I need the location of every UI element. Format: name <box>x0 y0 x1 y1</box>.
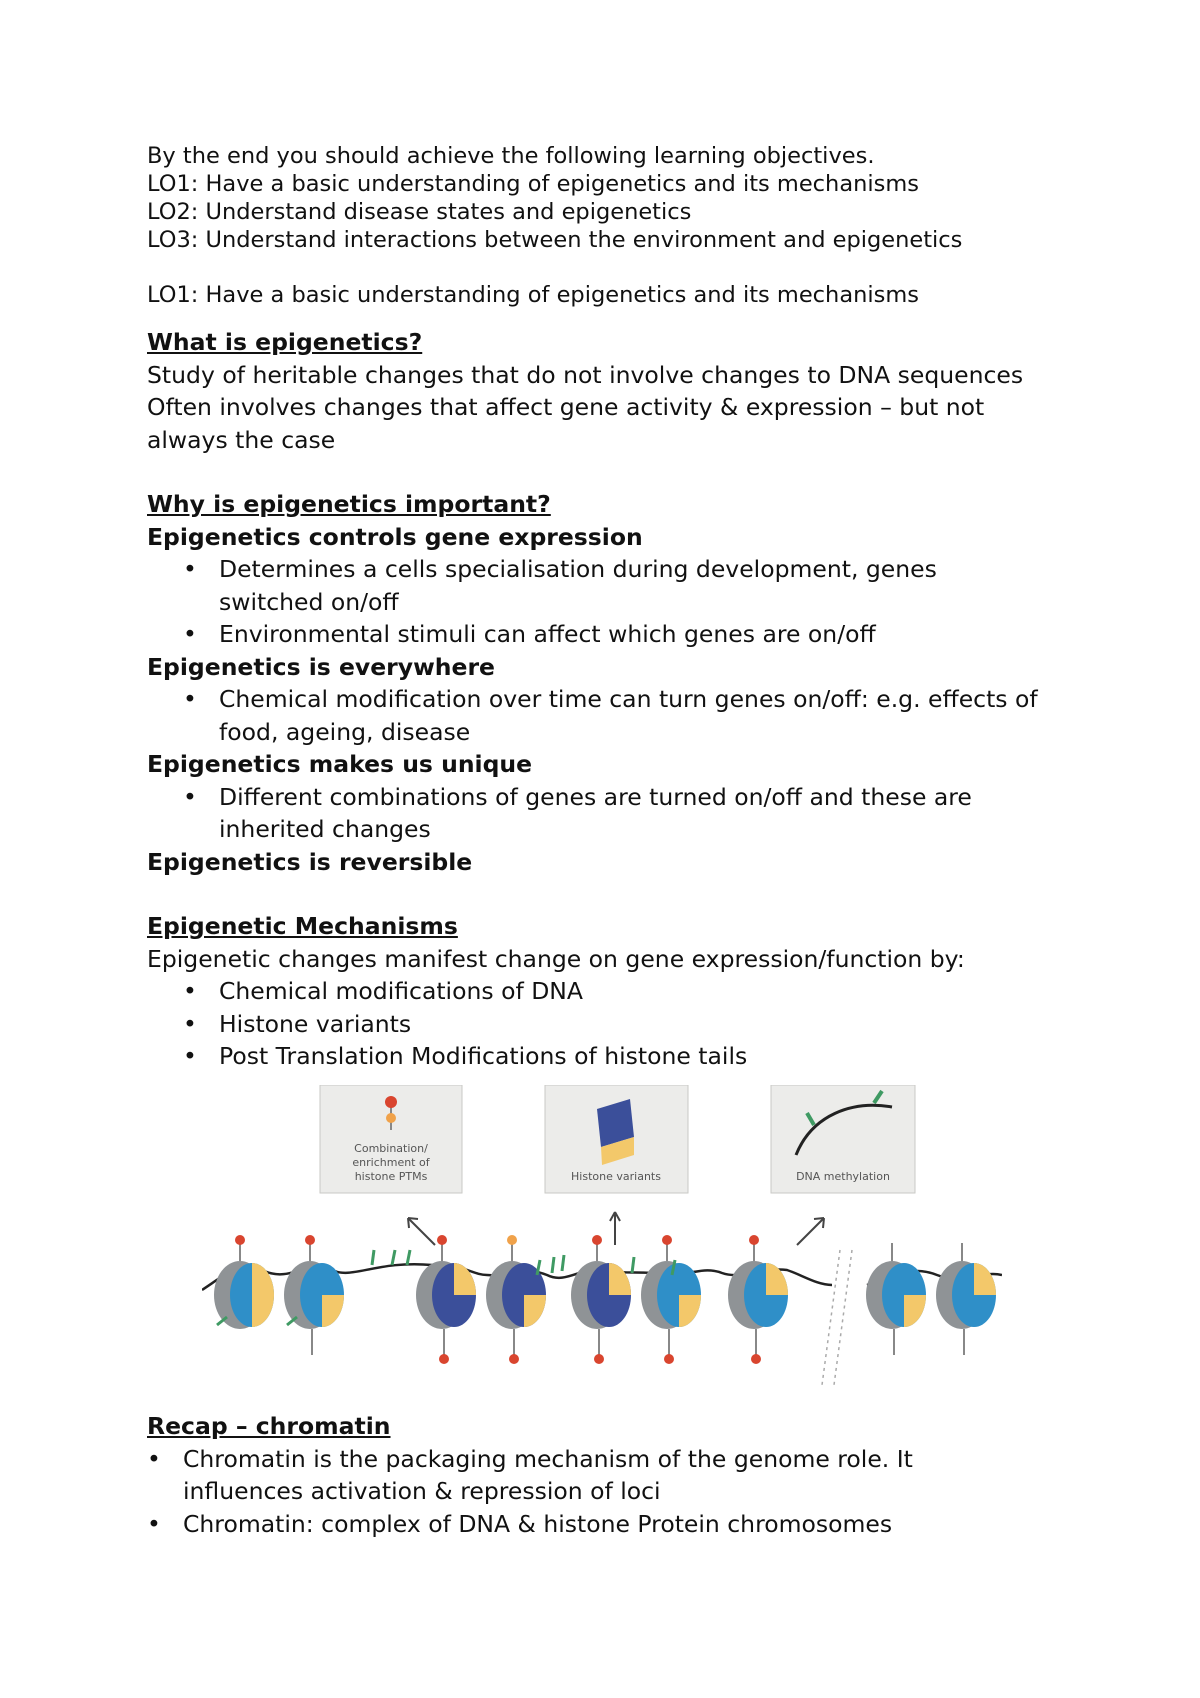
recap-heading: Recap – chromatin <box>147 1412 391 1440</box>
mechanisms-heading: Epigenetic Mechanisms <box>147 912 458 940</box>
nucleosome <box>214 1235 274 1329</box>
why-heading: Why is epigenetics important? <box>147 490 551 518</box>
panel-1-label-line-2: enrichment of <box>352 1156 430 1169</box>
break-marks <box>822 1250 852 1385</box>
panel-2-label: Histone variants <box>571 1170 661 1183</box>
panel-1-label-line-3: histone PTMs <box>354 1170 428 1183</box>
ptm-mark-icon <box>385 1096 397 1108</box>
recap-bullet-1: • Chromatin is the packaging mechanism of the genome role. It influences activation & repression of loci <box>183 1443 963 1508</box>
nucleosome <box>284 1235 344 1355</box>
intro-line: By the end you should achieve the following learning objectives. <box>147 143 875 169</box>
what-heading: What is epigenetics? <box>147 328 423 356</box>
what-line-2: Often involves changes that affect gene activity & expression – but not always the case <box>147 393 985 454</box>
why-section-1-bullet-1: • Determines a cells specialisation during development, genes switched on/off <box>219 553 979 618</box>
epigenetic-mechanisms-figure <box>202 1085 1002 1387</box>
document-body <box>147 142 1087 1073</box>
nucleosome <box>641 1235 701 1364</box>
nucleosome <box>571 1235 631 1364</box>
why-section-1-title: Epigenetics controls gene expression <box>147 522 643 551</box>
why-section-2-bullet-1: • Chemical modification over time can turn genes on/off: e.g. effects of food, ageing, disease <box>219 683 1049 748</box>
objective-1: LO1: Have a basic understanding of epigenetics and its mechanisms <box>147 171 919 197</box>
objective-2: LO2: Understand disease states and epigenetics <box>147 199 692 225</box>
panel-dna-methylation <box>771 1085 915 1193</box>
recap-section <box>147 1410 1087 1540</box>
mechanisms-bullet-1: • Chemical modifications of DNA <box>219 975 1087 1008</box>
panel-histone-variants <box>545 1085 688 1193</box>
objective-3: LO3: Understand interactions between the environment and epigenetics <box>147 227 963 253</box>
arrows <box>408 1212 824 1245</box>
lo1-heading: LO1: Have a basic understanding of epigenetics and its mechanisms <box>147 282 919 308</box>
mechanisms-bullet-3: • Post Translation Modifications of histone tails <box>219 1040 1087 1073</box>
why-section-3-bullet-1: • Different combinations of genes are turned on/off and these are inherited changes <box>219 781 1019 846</box>
nucleosome <box>486 1235 546 1364</box>
what-line-1: Study of heritable changes that do not involve changes to DNA sequences <box>147 360 1024 389</box>
mechanisms-bullet-2: • Histone variants <box>219 1008 1087 1041</box>
nucleosome <box>866 1243 926 1355</box>
panel-histone-ptms <box>320 1085 462 1193</box>
nucleosome <box>728 1235 788 1364</box>
why-section-1-bullet-2: • Environmental stimuli can affect which genes are on/off <box>219 618 1087 651</box>
panel-3-label: DNA methylation <box>796 1170 890 1183</box>
recap-bullet-2: • Chromatin: complex of DNA & histone Protein chromosomes <box>183 1508 1087 1541</box>
panel-1-label-line-1: Combination/ <box>354 1142 428 1155</box>
mechanisms-intro: Epigenetic changes manifest change on gene expression/function by: <box>147 944 965 973</box>
nucleosomes <box>214 1235 996 1364</box>
nucleosome <box>936 1243 996 1355</box>
why-section-4-title: Epigenetics is reversible <box>147 847 473 876</box>
why-section-2-title: Epigenetics is everywhere <box>147 652 495 681</box>
why-section-3-title: Epigenetics makes us unique <box>147 750 533 778</box>
nucleosome <box>416 1235 476 1364</box>
